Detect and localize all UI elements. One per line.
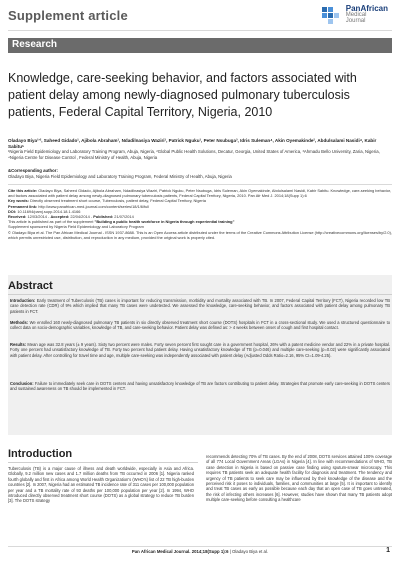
abstract-methods: Methods: We enrolled 160 newly-diagnosed pulmonary TB patients in six directly observed treatment short course (DOTS) hospitals in FCT in a cross-sectional study. We used a structured questionnaire to collect data on socio-demographic variables, knowledge of TB, and care-seeking behavior. Patient delay was defined as: > 4 weeks between onset of cough and first hospital contact. xyxy=(10,320,390,331)
footer-author: Oladayo Biya et al. xyxy=(232,549,269,554)
footer-divider xyxy=(8,546,392,547)
affiliations: ¹Nigeria Field Epidemiology and Laboratory Training Program, Abuja, Nigeria, ²Global Public Health Solutions, Decatur, Georgia, United States of America, ³Ahmadu Bello University, Zaria, Nigeria, ⁴Nigeria Centre for Disease Control , Federal Ministry of Health, Abuja, Nigeria xyxy=(8,149,380,160)
introduction-right-column: recommends detecting 70% of TB cases. By the end of 2008, DOTS services attained 100% coverage of all 774 Local Government Areas (LGAs) in Nigeria [4]. In line with recommendations of WHO, TB case detection in Nigeria is based on passive case finding using sputum-smear microscopy. This requires TB patients seek an adequate health facility for diagnosis and treatment. The tendency and urgency of TB patients to seek care may be influenced by their knowledge of the disease and the perceived risk it poses to individuals, families, and communities at large [5]. It is important to identify and treat TB cases as early as possible because each day that an open case of TB goes untreated, the risk of infecting others increases [6]. However, studies have shown that many TB patients adopt multiple care-seeking before consulting a healthcare xyxy=(206,454,392,503)
corresponding-author: Oladayo Biya, Nigeria Field Epidemiology and Laboratory Training Program, Federal Ministry of Health, Abuja, Nigeria xyxy=(8,173,232,179)
author-list: Oladayo Biya¹'², Saheed Gidado¹, Ajibola Abraham¹, Ndadilnasiya Waziri¹, Patrick Nguku¹, Peter Nsubuga³, Idris Suleman⁴, Akin Oyemakinde², Abdulsalami Nasidi⁴, Kabir Sabitu⁵ xyxy=(8,138,377,149)
supplement-note: This article is published as part of the supplement "Building a public health workforce in Nigeria through experiential training" xyxy=(8,219,235,225)
doi: DOI: 10.11694/pamj.supp.2014.18.1.4166 xyxy=(8,208,81,214)
article-title: Knowledge, care-seeking behavior, and factors associated with patient delay among newly-diagnosed pulmonary tuberculosis patients, Federal Capital Territory, Nigeria, 2010 xyxy=(8,71,357,119)
footer-journal: Pan African Medical Journal. 2014;18(Supp 1):6 xyxy=(131,549,229,554)
logo-line-2: Medical xyxy=(345,12,367,18)
introduction-heading: Introduction xyxy=(8,448,73,460)
section-bar xyxy=(8,38,392,53)
header-divider xyxy=(8,30,392,31)
abstract-introduction: Introduction: Early treatment of Tuberculosis (TB) cases is important for reducing transmission, morbidity and mortality associated with TB. In 2007, Federal Capital Territory (FCT), Nigeria recorded low TB case detection rate (CDR) of 9% which implied that many TB cases were undetected. We assessed the knowledge, care-seeking behavior, and factors associated with patient delay among pulmonary TB patients in FCT. xyxy=(10,298,390,314)
citation: Cite this article: Oladayo Biya, Saheed Gidado, Ajibola Abraham, Ndadilnasiya Waziri, Patrick Nguku, Peter Nsubuga, Idris Suleman, Akin Oyemakinde, Abdulsalami Nasidi, Kabir Sabitu. Knowledge, care-seeking behavior, and factors associated with patient delay among newly-diagnosed pulmonary tuberculosis patients, Federal Capital Territory, Nigeria, 2010. Pan Afr Med J. 2014;18(Supp 1):6 xyxy=(8,188,392,199)
page-number: 1 xyxy=(386,547,390,554)
abstract-results: Results: Mean age was 32.8 years (± 9 years). Sixty two percent were males. Forty seven percent first sought care in a government hospital, 26% with a patent medicine vendor and 22% in a private hospital. Forty one percent had unsatisfactory knowledge of TB. Forty two percent had patient delay. Having unsatisfactory knowledge of TB (p=0.046) and multiple care-seeking (p=0.02) were significantly associated with patient delay. After controlling for travel time and age, multiple care-seeking was independently associated with patient delay (Adjusted Odds Ratio=2.16, 95% CI=1.09-4.25). xyxy=(10,342,391,358)
corresponding-author-label: &Corresponding author: xyxy=(8,168,58,173)
abstract-heading: Abstract xyxy=(8,280,53,292)
meta-divider xyxy=(8,184,392,185)
abstract-conclusion: Conclusion: Failure to immediately seek care in DOTS centers and having unsatisfactory knowledge of TB are factors contributing to patient delay. Strategies that promote early care-seeking in DOTS centers and sustained awareness on TB should be implemented in FCT. xyxy=(10,381,390,392)
page-footer: Pan African Medical Journal. 2014;18(Supp 1):6 | Oladayo Biya et al. xyxy=(131,549,269,554)
introduction-divider xyxy=(8,462,198,463)
journal-logo xyxy=(320,5,388,31)
section-label: Research xyxy=(12,39,58,50)
permanent-link-url[interactable]: http://www.panafrican-med-journal.com/content/series/18/1/6/full xyxy=(38,203,150,209)
dates: Received: 12/03/2014 - Accepted: 22/04/2014 - Published: 21/07/2014 xyxy=(8,214,134,220)
copyright-note: © Oladayo Biya et al. The Pan African Medical Journal - ISSN 1937-8688. This is an Open Access article distributed under the terms of the Creative Commons Attribution License (http://creativecommons.org/licenses/by/2.0), which permits unrestricted use, distribution, and reproduction in any medium, provided the original work is properly cited. xyxy=(8,229,392,240)
keywords: Key words: Directly observed treatment short course, Tuberculosis, patient delay, Federal Capital Territory, Nigeria xyxy=(8,198,206,204)
pan-african-logo-icon xyxy=(320,5,342,27)
permanent-link: Permanent link: http://www.panafrican-med-journal.com/content/series/18/1/6/full xyxy=(8,203,150,209)
article-metadata xyxy=(8,188,392,240)
logo-line-1: PanAfrican xyxy=(345,4,388,13)
introduction-left-column: Tuberculosis (TB) is a major cause of illness and death worldwide, especially in Asia and Africa. Globally, 9.2 million new cases and 1.7 million deaths from TB occurred in 2006 [1]. Nigeria ranked fourth globally and first in Africa among World Health Organization's (WHO's) list of 22 TB high-burden countries [2]. In 2007, Nigeria had an estimated TB incidence rate of 311 cases per 100,000 population per year and a TB mortality rate of 93 deaths per 100,000 population per year [2]. In 1994, WHO introduced directly observed treatment short course (DOTS) as a global strategy to reduce TB burden [3]. The DOTS strategy xyxy=(8,466,195,504)
supplement-article-label: Supplement article xyxy=(8,8,128,23)
sponsor-note: Supplement sponsored by Nigeria Field Epidemiology and Laboratory Program xyxy=(8,224,144,230)
logo-line-3: Journal xyxy=(345,18,366,24)
abstract-divider xyxy=(8,294,392,295)
